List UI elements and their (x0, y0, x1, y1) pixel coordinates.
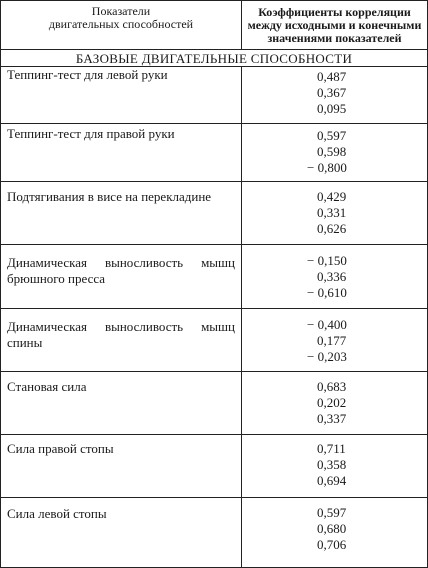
value: 0,626 (317, 221, 347, 236)
header-indicators (1, 1, 241, 49)
row-values (307, 128, 347, 176)
row-label-line: Подтягивания в висе на перекладине (7, 189, 212, 204)
body-column-divider (241, 67, 242, 567)
value: − 0,610 (307, 285, 347, 300)
row-values (317, 441, 346, 489)
row-label-line: Теппинг-тест для правой руки (7, 126, 175, 141)
value: 0,597 (317, 128, 347, 143)
value: 0,331 (317, 205, 347, 220)
value: 0,711 (317, 441, 346, 456)
value: 0,597 (317, 505, 347, 520)
value: 0,694 (317, 473, 347, 488)
row-label (7, 379, 235, 395)
value: 0,358 (317, 457, 347, 472)
row-values (317, 189, 346, 237)
header-correlation (242, 1, 427, 49)
row-divider (1, 244, 427, 245)
header-right-line: между исходными и конечными (247, 17, 422, 32)
row-label-line: Сила левой стопы (7, 506, 107, 521)
value: − 0,150 (307, 253, 347, 268)
header-left-line: Показатели (91, 4, 151, 18)
row-label-line: Теппинг-тест для левой руки (7, 67, 168, 82)
row-label-line: Динамическая выносливость мышц (7, 319, 235, 334)
value: 0,487 (317, 69, 347, 84)
value: 0,095 (317, 101, 347, 116)
value: 0,683 (317, 379, 347, 394)
value: − 0,400 (307, 317, 347, 332)
value: 0,680 (317, 521, 347, 536)
value: 0,706 (317, 537, 347, 552)
row-label (7, 67, 235, 83)
row-label-line: Сила правой стопы (7, 441, 114, 456)
value: 0,336 (317, 269, 347, 284)
value: 0,202 (317, 395, 347, 410)
row-label (7, 126, 235, 142)
header-right-line: значениями показателей (267, 30, 402, 45)
row-values (317, 69, 346, 117)
section-title: БАЗОВЫЕ ДВИГАТЕЛЬНЫЕ СПОСОБНОСТИ (75, 51, 353, 66)
row-divider (1, 181, 427, 182)
row-divider (1, 497, 427, 498)
header-right-line: Коэффициенты корреляции (258, 4, 411, 19)
row-divider (1, 434, 427, 435)
row-label (7, 506, 235, 522)
row-values (307, 317, 347, 365)
value: 0,367 (317, 85, 347, 100)
row-divider (1, 123, 427, 124)
value: 0,598 (317, 144, 347, 159)
row-values (307, 253, 347, 301)
header-left-line: двигательных способностей (48, 17, 194, 31)
row-divider (1, 371, 427, 372)
row-label (7, 319, 235, 351)
value: 0,337 (317, 411, 347, 426)
value: 0,429 (317, 189, 347, 204)
value: 0,177 (317, 333, 347, 348)
row-label-line: брюшного пресса (7, 271, 106, 286)
row-label (7, 255, 235, 287)
row-values (317, 379, 346, 427)
row-values (317, 505, 346, 553)
row-label (7, 189, 235, 205)
value: − 0,800 (307, 160, 347, 175)
row-label-line: Становая сила (7, 379, 87, 394)
row-label-line: спины (7, 335, 43, 350)
row-label-line: Динамическая выносливость мышц (7, 255, 235, 270)
value: − 0,203 (307, 349, 347, 364)
row-divider (1, 308, 427, 309)
row-label (7, 441, 235, 457)
